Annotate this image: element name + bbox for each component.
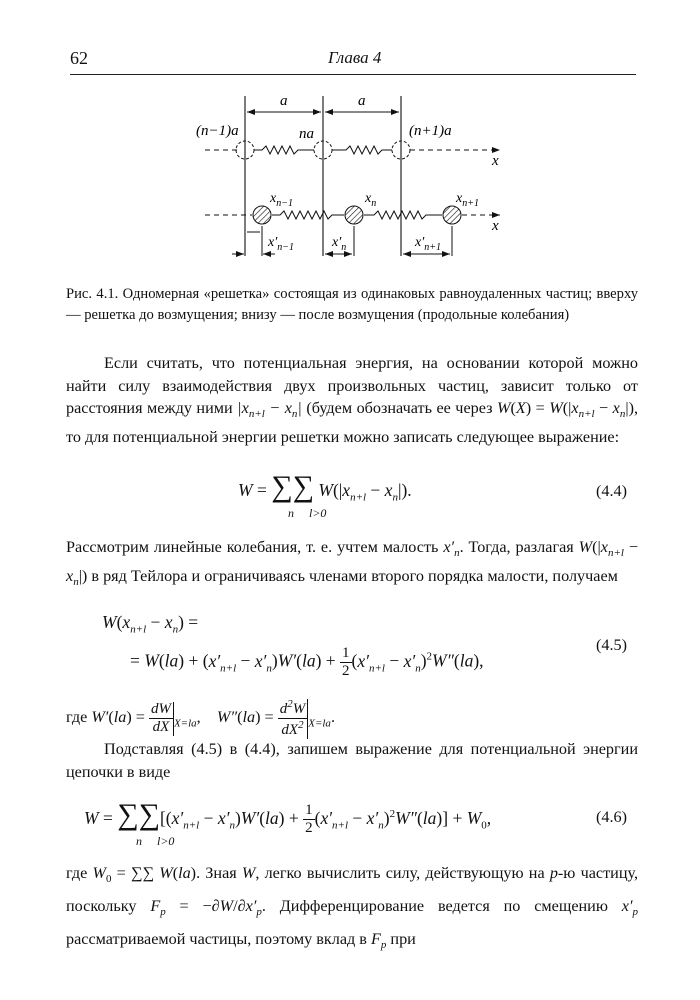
label-a1: a: [280, 93, 288, 109]
label-n-minus-1-a: (n−1)a: [196, 123, 239, 139]
figure-caption: Рис. 4.1. Одномерная «решетка» состоящая из одинаковых равноудаленных частиц; вверху — решетка до возмущения; внизу — после возмущения (продольные колебания): [66, 286, 638, 323]
particle-displaced: [253, 206, 271, 224]
derivative-definitions: где W′(la) = $\frac{dW}{dX}$ $_{X=la}$, W″(la) = $\frac{d^2W}{dX^2}$ $_{X=la}$.: [66, 698, 335, 738]
label-n-plus-1-a: (n+1)a: [409, 123, 452, 139]
p1-text-c: , то для потенциальной энергии решетки можно записать следующее выражение:: [66, 399, 639, 447]
p2-text-b: . Тогда, разлагая: [459, 538, 574, 556]
p2-text-a: Рассмотрим линейные колебания, т. е. учтем малость: [66, 538, 439, 556]
label-x-bottom: x: [492, 218, 499, 234]
paragraph-5: где $W_0$ = ∑∑ W(la). Зная W, легко вычислить силу, действующую на p-ю частицу, поскольку $F_p = -\partial W/\partial x'_p$. Дифференцирование ведется по смещению $x'_p$ рассматриваемой частицы, поэтому вклад в $F_p$ при: [66, 864, 639, 952]
equation-number-4-5: (4.5): [596, 636, 628, 654]
p5-text-f: рассматриваемой частицы, поэтому вклад в: [66, 930, 367, 949]
p3-where: где: [66, 708, 88, 727]
p5-text-c: , легко вычислить силу, действующую на: [255, 864, 545, 882]
equation-4-6: $W = \sum\sum[(x'_{n+l} - x'_n)W'(la)$ + $\frac{1}{2}$ $(x'_{n+l} - x'_n)^2W''(la)] + W_0$, n l>0: [84, 798, 492, 848]
label-xp-n-minus-1: $x'_{n-1}$: [268, 235, 295, 253]
paragraph-4: Подставляя (4.5) в (4.4), запишем выражение для потенциальной энергии цепочки в виде: [66, 740, 638, 781]
label-x-top: x: [492, 153, 499, 169]
spring: [332, 146, 392, 154]
spring: [254, 146, 314, 154]
label-x-n: $x_n$: [365, 191, 377, 209]
p5-text-e: . Дифференцирование ведется по смещению: [261, 897, 608, 916]
equation-number-4-6: (4.6): [596, 808, 628, 826]
equation-number-4-4: (4.4): [596, 482, 628, 500]
label-a2: a: [358, 93, 366, 109]
p5-text-d: -ю частицу, поскольку: [66, 864, 639, 916]
label-x-n-minus-1: $x_{n-1}$: [270, 191, 293, 209]
paragraph-1: Если считать, что потенциальная энергия, на основании которой можно найти силу взаимодействия двух произвольных частиц, зависит только от расстояния между ними $|x_{n+l} - x_n|$ (будем обозначать ее через $W(X) = W(|x_{n+l} - x_n|)$, то для потенциальной энергии решетки можно записать следующее выражение:: [66, 354, 639, 447]
equation-4-4: W = ∑∑ $W(|x_{n+l} - x_n|)$. n l>0: [238, 470, 412, 520]
p1-text-b: (будем обозначать ее через: [306, 399, 493, 418]
label-xp-n: $x'_n$: [332, 235, 347, 253]
page-number: 62: [70, 48, 88, 68]
spring: [272, 211, 344, 219]
spring: [364, 211, 442, 219]
particle-displaced: [443, 206, 461, 224]
equation-4-5-line-1: $W(x_{n+l} - x_n)$ =: [102, 612, 199, 636]
bottom-lattice: [205, 206, 500, 224]
label-na: na: [299, 126, 314, 142]
p5-text-g: при: [390, 930, 416, 949]
p5-text-b: . Зная: [196, 864, 237, 882]
reference-lines: [245, 96, 401, 256]
paragraph-2: Рассмотрим линейные колебания, т. е. учтем малость $x'_n$. Тогда, разлагая $W(|x_{n+l} - x_n|)$ в ряд Тейлора и ограничиваясь членами второго порядка малости, получаем: [66, 538, 638, 589]
equation-4-5-line-2: = $W(la) + (x'_{n+l} - x'_n)W'(la)$ + $\frac{1}{2}$ $(x'_{n+l} - x'_n)^2W''(la)$,: [130, 645, 484, 679]
label-x-n-plus-1: $x_{n+1}$: [456, 191, 479, 209]
lattice-figure: [0, 0, 700, 280]
p5-text-a: где: [66, 864, 88, 882]
particle-displaced: [345, 206, 363, 224]
top-lattice: [205, 141, 500, 159]
running-head: Глава 4: [328, 48, 382, 67]
label-xp-n-plus-1: $x'_{n+1}$: [415, 235, 442, 253]
p2-text-c: в ряд Тейлора и ограничиваясь членами второго порядка малости, получаем: [91, 566, 618, 585]
p1-text-a: Если считать, что потенциальная энергия, на основании которой можно найти силу взаимодействия двух произвольных частиц, зависит только от расстояния между ними: [66, 354, 638, 418]
